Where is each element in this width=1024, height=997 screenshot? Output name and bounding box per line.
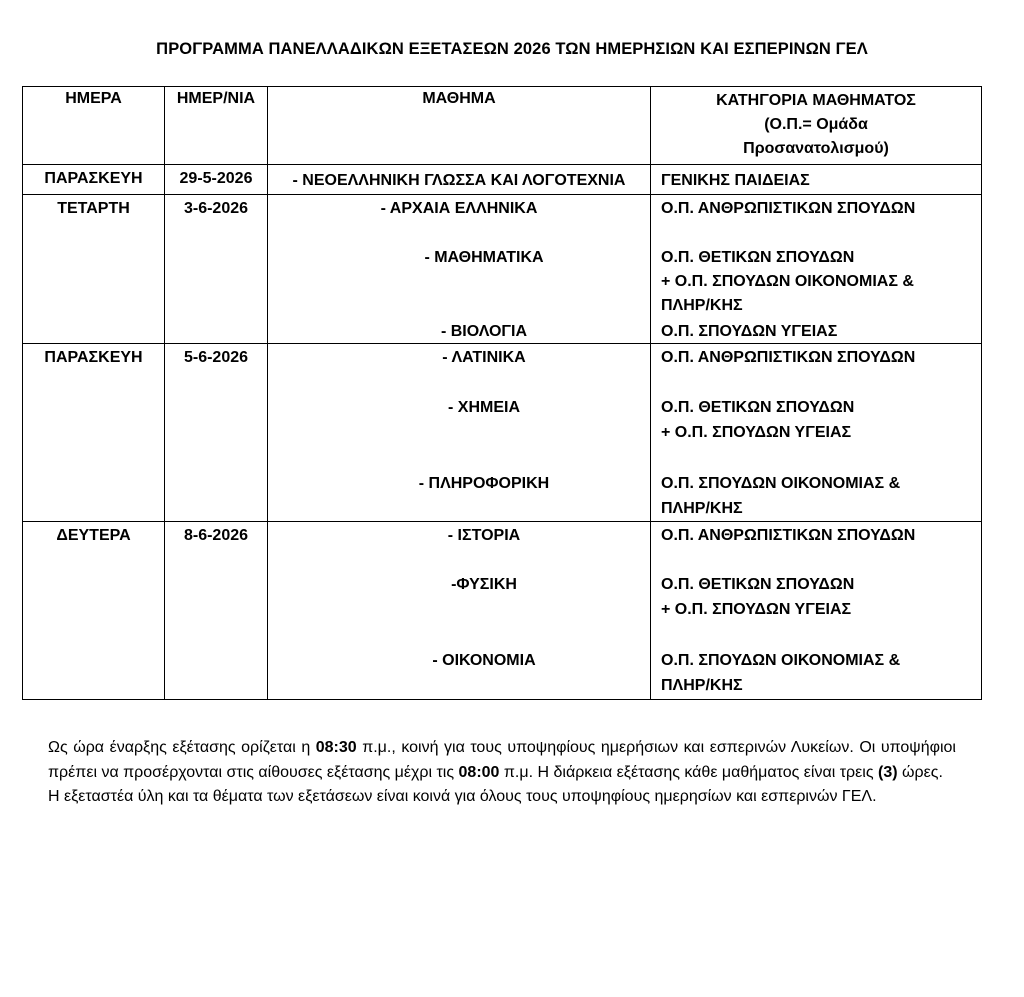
subject-text: - ΑΡΧΑΙΑ ΕΛΛΗΝΙΚΑ [380, 200, 538, 217]
table-row [23, 195, 982, 344]
category-cell [651, 344, 982, 522]
subject-text: - ΝΕΟΕΛΛΗΝΙΚΗ ΓΛΩΣΣΑ ΚΑΙ ΛΟΓΟΤΕΧΝΙΑ [292, 172, 626, 189]
subject-text: -ΦΥΣΙΚΗ [451, 576, 517, 593]
subject-text: - ΒΙΟΛΟΓΙΑ [440, 323, 528, 340]
subject-cell [268, 522, 651, 700]
table-row [23, 522, 982, 700]
category-text: Ο.Π. ΑΝΘΡΩΠΙΣΤΙΚΩΝ ΣΠΟΥΔΩΝ [661, 527, 916, 544]
header-date: ΗΜΕΡ/ΝΙΑ [165, 87, 268, 165]
header-category-line3: Προσανατολισμού) [743, 140, 889, 157]
subject-text: - ΧΗΜΕΙΑ [448, 399, 520, 416]
notes-text: π.μ. Η διάρκεια εξέτασης κάθε μαθήματος είναι τρεις [499, 763, 878, 781]
date-text: 3-6-2026 [183, 200, 249, 217]
subject-cell [268, 344, 651, 522]
subject-text: - ΜΑΘΗΜΑΤΙΚΑ [424, 249, 544, 266]
subject-text: - ΠΛΗΡΟΦΟΡΙΚΗ [418, 475, 550, 492]
date-cell [165, 195, 268, 344]
category-text: Ο.Π. ΑΝΘΡΩΠΙΣΤΙΚΩΝ ΣΠΟΥΔΩΝ [661, 200, 916, 217]
document-title: ΠΡΟΓΡΑΜΜΑ ΠΑΝΕΛΛΑΔΙΚΩΝ ΕΞΕΤΑΣΕΩΝ 2026 ΤΩΝ ΗΜΕΡΗΣΙΩΝ ΚΑΙ ΕΣΠΕΡΙΝΩΝ ΓΕΛ [156, 40, 868, 58]
category-text: Ο.Π. ΘΕΤΙΚΩΝ ΣΠΟΥΔΩΝ [661, 249, 855, 266]
category-text: ΠΛΗΡ/ΚΗΣ [661, 500, 743, 517]
category-text: ΠΛΗΡ/ΚΗΣ [661, 677, 743, 694]
category-text: + Ο.Π. ΣΠΟΥΔΩΝ ΥΓΕΙΑΣ [661, 601, 852, 618]
notes-section [48, 736, 956, 810]
arrival-time: 08:00 [458, 763, 500, 781]
category-cell [651, 522, 982, 700]
notes-text: π.μ., κοινή για τους υποψηφίους ημερήσιων και εσπερινών Λυκείων. Οι υποψήφιοι πρέπει να προσέρχονται στις αίθουσες εξέτασης μέχρι τις [48, 739, 956, 781]
header-category-line1: ΚΑΤΗΓΟΡΙΑ ΜΑΘΗΜΑΤΟΣ [716, 92, 916, 109]
subject-cell [268, 165, 651, 195]
date-text: 5-6-2026 [183, 349, 249, 366]
notes-paragraph-2: Η εξεταστέα ύλη και τα θέματα των εξετάσεων είναι κοινά για όλους τους υποψηφίους ημερησίων και εσπερινών ΓΕΛ. [48, 788, 877, 805]
category-text: Ο.Π. ΘΕΤΙΚΩΝ ΣΠΟΥΔΩΝ [661, 399, 855, 416]
day-text: ΠΑΡΑΣΚΕΥΗ [44, 349, 143, 366]
date-cell [165, 522, 268, 700]
table-row [23, 344, 982, 522]
subject-text: - ΙΣΤΟΡΙΑ [447, 527, 521, 544]
duration-hours: (3) [878, 763, 898, 781]
table-header-row [23, 87, 982, 165]
date-cell [165, 344, 268, 522]
table-row [23, 165, 982, 195]
day-cell [23, 195, 165, 344]
subject-cell [268, 195, 651, 344]
category-cell [651, 195, 982, 344]
day-text: ΠΑΡΑΣΚΕΥΗ [44, 170, 143, 187]
category-text: ΓΕΝΙΚΗΣ ΠΑΙΔΕΙΑΣ [661, 172, 810, 189]
day-cell [23, 522, 165, 700]
start-time: 08:30 [315, 739, 357, 756]
exam-schedule-table [22, 86, 982, 700]
date-text: 8-6-2026 [183, 527, 249, 544]
header-subject: ΜΑΘΗΜΑ [268, 87, 651, 165]
notes-text: Ως ώρα έναρξης εξέτασης ορίζεται η [48, 739, 316, 756]
header-category-line2: (Ο.Π.= Ομάδα [764, 116, 868, 133]
day-cell [23, 165, 165, 195]
date-text: 29-5-2026 [179, 170, 253, 187]
header-day: ΗΜΕΡΑ [23, 87, 165, 165]
header-category [651, 87, 982, 165]
category-text: + Ο.Π. ΣΠΟΥΔΩΝ ΥΓΕΙΑΣ [661, 424, 852, 441]
category-cell [651, 165, 982, 195]
notes-text: ώρες. [897, 763, 943, 781]
subject-text: - ΟΙΚΟΝΟΜΙΑ [432, 652, 536, 669]
category-text: Ο.Π. ΣΠΟΥΔΩΝ ΥΓΕΙΑΣ [661, 323, 838, 340]
category-text: Ο.Π. ΣΠΟΥΔΩΝ ΟΙΚΟΝΟΜΙΑΣ & [661, 652, 901, 669]
day-text: ΔΕΥΤΕΡΑ [56, 527, 131, 544]
subject-text: - ΛΑΤΙΝΙΚΑ [442, 349, 526, 366]
notes-paragraph-1 [48, 736, 956, 785]
category-text: Ο.Π. ΣΠΟΥΔΩΝ ΟΙΚΟΝΟΜΙΑΣ & [661, 475, 901, 492]
date-cell [165, 165, 268, 195]
day-text: ΤΕΤΑΡΤΗ [57, 200, 130, 217]
category-text: ΠΛΗΡ/ΚΗΣ [661, 297, 743, 314]
day-cell [23, 344, 165, 522]
category-text: + Ο.Π. ΣΠΟΥΔΩΝ ΟΙΚΟΝΟΜΙΑΣ & [661, 273, 914, 290]
category-text: Ο.Π. ΘΕΤΙΚΩΝ ΣΠΟΥΔΩΝ [661, 576, 855, 593]
category-text: Ο.Π. ΑΝΘΡΩΠΙΣΤΙΚΩΝ ΣΠΟΥΔΩΝ [661, 349, 916, 366]
